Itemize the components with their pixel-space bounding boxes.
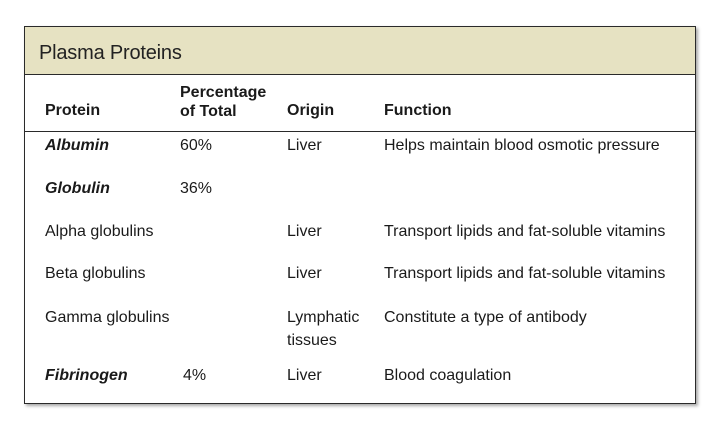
row-albumin-percentage: 60% bbox=[180, 137, 213, 154]
table-title: Plasma Proteins bbox=[39, 42, 182, 64]
row-fibrinogen-percentage: 4% bbox=[183, 367, 207, 384]
header-percentage-line2: of Total bbox=[180, 103, 237, 120]
row-alpha-globulins-protein: Alpha globulins bbox=[45, 223, 154, 240]
header-function: Function bbox=[384, 102, 452, 119]
row-gamma-globulins-origin-line2: tissues bbox=[287, 332, 337, 349]
row-globulin-percentage: 36% bbox=[180, 180, 213, 197]
row-albumin-protein: Albumin bbox=[45, 137, 109, 154]
row-gamma-globulins-protein: Gamma globulins bbox=[45, 309, 170, 326]
row-beta-globulins-protein: Beta globulins bbox=[45, 265, 146, 282]
header-origin: Origin bbox=[287, 102, 335, 119]
row-gamma-globulins-function: Constitute a type of antibody bbox=[384, 309, 587, 326]
row-albumin-function: Helps maintain blood osmotic pressure bbox=[384, 137, 660, 154]
row-beta-globulins-origin: Liver bbox=[287, 265, 322, 282]
row-globulin-protein: Globulin bbox=[45, 180, 110, 197]
header-protein: Protein bbox=[45, 102, 101, 119]
row-alpha-globulins-function: Transport lipids and fat-soluble vitamins bbox=[384, 223, 666, 240]
header-divider bbox=[25, 131, 695, 132]
header-percentage-line1: Percentage bbox=[180, 84, 267, 101]
row-fibrinogen-origin: Liver bbox=[287, 367, 322, 384]
row-fibrinogen-function: Blood coagulation bbox=[384, 367, 512, 384]
row-beta-globulins-function: Transport lipids and fat-soluble vitamins bbox=[384, 265, 666, 282]
row-fibrinogen-protein: Fibrinogen bbox=[45, 367, 128, 384]
row-gamma-globulins-origin-line1: Lymphatic bbox=[287, 309, 360, 326]
row-alpha-globulins-origin: Liver bbox=[287, 223, 322, 240]
plasma-proteins-table bbox=[24, 26, 696, 404]
table-title-bar bbox=[25, 27, 695, 75]
row-albumin-origin: Liver bbox=[287, 137, 322, 154]
